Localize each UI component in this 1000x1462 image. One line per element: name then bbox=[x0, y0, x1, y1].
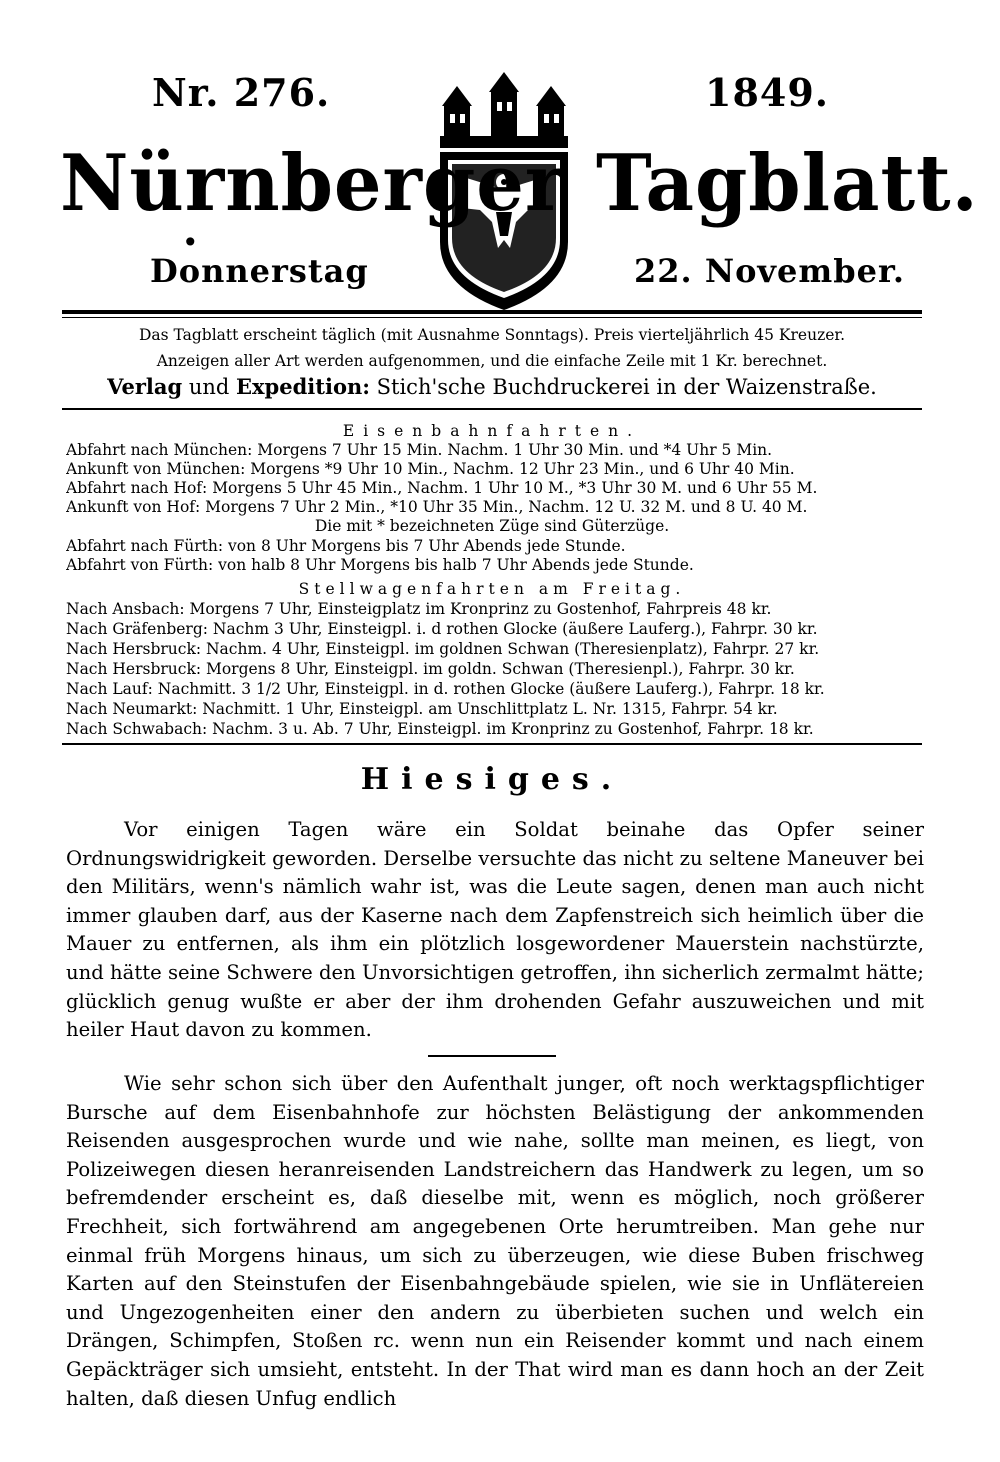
masthead-title-left: Nürnberger bbox=[60, 138, 566, 229]
masthead-rule-thick bbox=[62, 310, 922, 314]
coach-line: Nach Lauf: Nachmitt. 3 1/2 Uhr, Einsteigpl. in d. rothen Glocke (äußere Lauferg.), Fahrpr. 18 kr. bbox=[66, 680, 825, 698]
issue-date: 22. November. bbox=[634, 252, 906, 290]
article-paragraph-2 bbox=[66, 1070, 924, 1413]
fuerth-line: Abfahrt nach Fürth: von 8 Uhr Morgens bis 7 Uhr Abends jede Stunde. bbox=[66, 537, 626, 555]
article-paragraph-1 bbox=[66, 816, 924, 1045]
coach-line: Nach Hersbruck: Nachm. 4 Uhr, Einsteigpl. im goldnen Schwan (Theresienplatz), Fahrpr. 27 kr. bbox=[66, 640, 820, 658]
ornament-dot: • bbox=[182, 226, 199, 259]
railway-line: Ankunft von München: Morgens *9 Uhr 10 Min., Nachm. 12 Uhr 23 Min., und 6 Uhr 40 Min. bbox=[66, 460, 795, 478]
railway-line: Abfahrt nach Hof: Morgens 5 Uhr 45 Min., Nachm. 1 Uhr 10 M., *3 Uhr 30 M. und 6 Uhr 55 M. bbox=[66, 479, 818, 497]
schedule-rule bbox=[62, 743, 922, 745]
coach-line: Nach Neumarkt: Nachmitt. 1 Uhr, Einsteigpl. am Unschlittplatz L. Nr. 1315, Fahrpr. 54 kr. bbox=[66, 700, 778, 718]
section-title: Hiesiges. bbox=[360, 762, 624, 797]
publisher-info bbox=[62, 374, 922, 399]
weekday: Donnerstag bbox=[150, 252, 369, 290]
railway-line: Ankunft von Hof: Morgens 7 Uhr 2 Min., *10 Uhr 35 Min., Nachm. 12 U. 32 M. und 8 U. 40 M. bbox=[66, 498, 808, 516]
issue-number: Nr. 276. bbox=[152, 70, 331, 115]
fuerth-line: Abfahrt von Fürth: von halb 8 Uhr Morgens bis halb 7 Uhr Abends jede Stunde. bbox=[66, 556, 694, 574]
coach-line: Nach Hersbruck: Morgens 8 Uhr, Einsteigpl. im goldn. Schwan (Theresienpl.), Fahrpr. 30 kr. bbox=[66, 660, 795, 678]
masthead-rule-thin bbox=[62, 317, 922, 318]
coaches-heading: Stellwagenfahrten am Freitag. bbox=[298, 580, 686, 598]
railway-line: Abfahrt nach München: Morgens 7 Uhr 15 Min. Nachm. 1 Uhr 30 Min. und *4 Uhr 5 Min. bbox=[66, 441, 773, 459]
coach-line: Nach Schwabach: Nachm. 3 u. Ab. 7 Uhr, Einsteigpl. im Kronprinz zu Gostenhof, Fahrpr. 18 kr. bbox=[66, 720, 814, 738]
paragraph-text: Wie sehr schon sich über den Aufenthalt junger, oft noch werktagspflichtiger Bursche auf dem Eisenbahnhofe zur höchsten Belästigung der ankommenden Reisenden ausgesprochen wurde und wie nahe, sollte man meinen, es liegt, von Polizeiwegen diesen heranreisenden Landstreichern das Handwerk zu legen, um so befremdender erscheint es, daß dieselbe mit, wenn es möglich, noch größerer Frechheit, sich fortwährend am angegebenen Orte herumtreiben. Man gehe nur einmal früh Morgens hinaus, um sich zu überzeugen, wie diese Buben frischweg Karten auf den Steinstufen der Eisenbahngebäude spielen, wie sie in Unflätereien und Ungezogenheiten einer den andern zu überbieten suchen und welch ein Drängen, Schimpfen, Stoßen rc. wenn nun ein Reisender kommt und nach einem Gepäckträger sich umsieht, entsteht. In der That wird man es dann hoch an der Zeit halten, daß diesen Unfug endlich bbox=[66, 1072, 924, 1410]
freight-note: Die mit * bezeichneten Züge sind Güterzüge. bbox=[314, 517, 670, 535]
info-rule bbox=[62, 408, 922, 410]
issue-year: 1849. bbox=[705, 70, 829, 115]
coach-line: Nach Gräfenberg: Nachm 3 Uhr, Einsteigpl. i. d rothen Glocke (äußere Lauferg.), Fahrpr. 30 kr. bbox=[66, 620, 818, 638]
publisher-label: Verlag bbox=[107, 374, 183, 399]
article-divider bbox=[428, 1055, 556, 1057]
masthead-title-right: Tagblatt. bbox=[596, 138, 979, 229]
publisher-address: Stich'sche Buchdruckerei in der Waizenstraße. bbox=[369, 375, 877, 399]
subscription-info: Das Tagblatt erscheint täglich (mit Ausnahme Sonntags). Preis vierteljährlich 45 Kreuzer. bbox=[138, 326, 846, 344]
advertising-info: Anzeigen aller Art werden aufgenommen, und die einfache Zeile mit 1 Kr. berechnet. bbox=[156, 352, 828, 370]
paragraph-text: Vor einigen Tagen wäre ein Soldat beinahe das Opfer seiner Ordnungswidrigkeit geworden. Derselbe versuchte das nicht zu seltene Maneuver bei den Militärs, wenn's nämlich wahr ist, was die Leute sagen, denen man auch nicht immer glauben darf, aus der Kaserne nach dem Zapfenstreich sich heimlich über die Mauer zu entfernen, als ihm ein plötzlich losgewordener Mauerstein nachstürzte, und hätte seine Schwere den Unvorsichtigen getroffen, ihn sicherlich zermalmt hätte; glücklich genug wußte er aber der ihm drohenden Gefahr auszuweichen und mit heiler Haut davon zu kommen. bbox=[66, 818, 924, 1042]
coach-line: Nach Ansbach: Morgens 7 Uhr, Einsteigplatz im Kronprinz zu Gostenhof, Fahrpreis 48 kr. bbox=[66, 600, 772, 618]
railway-heading: Eisenbahnfahrten. bbox=[342, 422, 642, 440]
publisher-connector: und bbox=[182, 375, 237, 399]
expedition-label: Expedition: bbox=[236, 374, 370, 399]
